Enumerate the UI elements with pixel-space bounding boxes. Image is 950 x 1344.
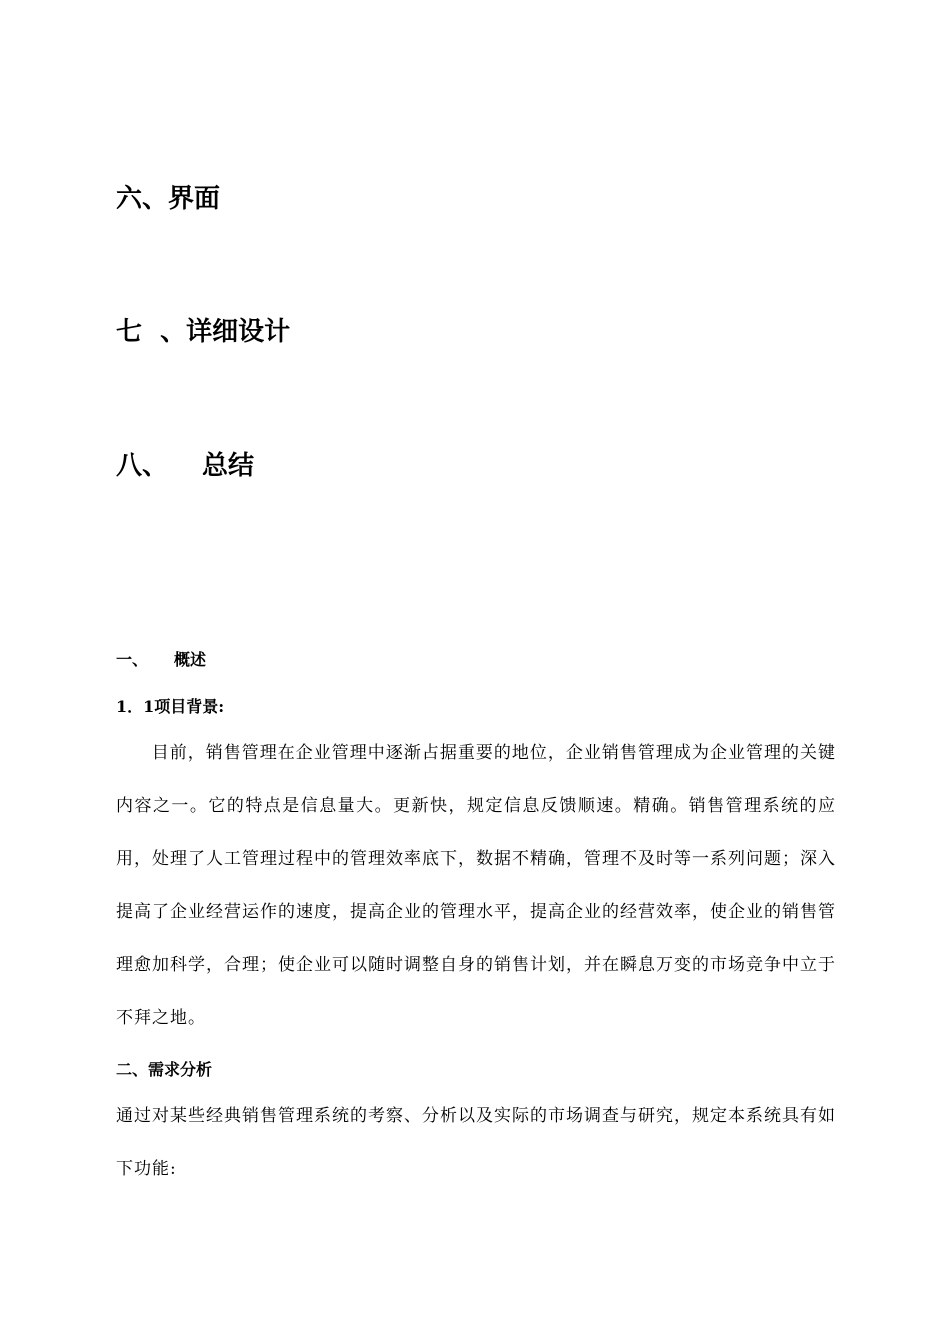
heading-seven-gap: 、 <box>142 317 187 347</box>
requirements-heading: 二、需求分析 <box>116 1060 213 1079</box>
heading-six-title: 界面 <box>168 184 221 214</box>
heading-eight-num: 八、 <box>116 451 169 481</box>
heading-eight-title: 总结 <box>202 451 255 481</box>
overview-heading <box>116 650 206 670</box>
overview-heading-num: 一、 <box>116 650 149 669</box>
background-subheading: 1．1项目背景: <box>116 697 225 716</box>
heading-six <box>116 184 220 214</box>
heading-seven-num: 七 <box>116 317 143 347</box>
background-paragraph: 目前，销售管理在企业管理中逐渐占据重要的地位，企业销售管理成为企业管理的关键内容之一。它的特点是信息量大。更新快，规定信息反馈顺速。精确。销售管理系统的应用，处理了人工管理过程中的管理效率底下，数据不精确，管理不及时等一系列问题；深入提高了企业经营运作的速度，提高企业的管理水平，提高企业的经营效率，使企业的销售管理愈加科学，合理；使企业可以随时调整自身的销售计划，并在瞬息万变的市场竞争中立于不拜之地。 <box>116 743 836 1028</box>
heading-eight <box>116 451 254 481</box>
overview-heading-title: 概述 <box>174 650 207 669</box>
heading-seven <box>116 317 290 347</box>
heading-seven-title: 详细设计 <box>186 317 291 347</box>
heading-six-num: 六、 <box>116 184 169 214</box>
requirements-paragraph: 通过对某些经典销售管理系统的考察、分析以及实际的市场调查与研究，规定本系统具有如下功能: <box>116 1106 836 1179</box>
